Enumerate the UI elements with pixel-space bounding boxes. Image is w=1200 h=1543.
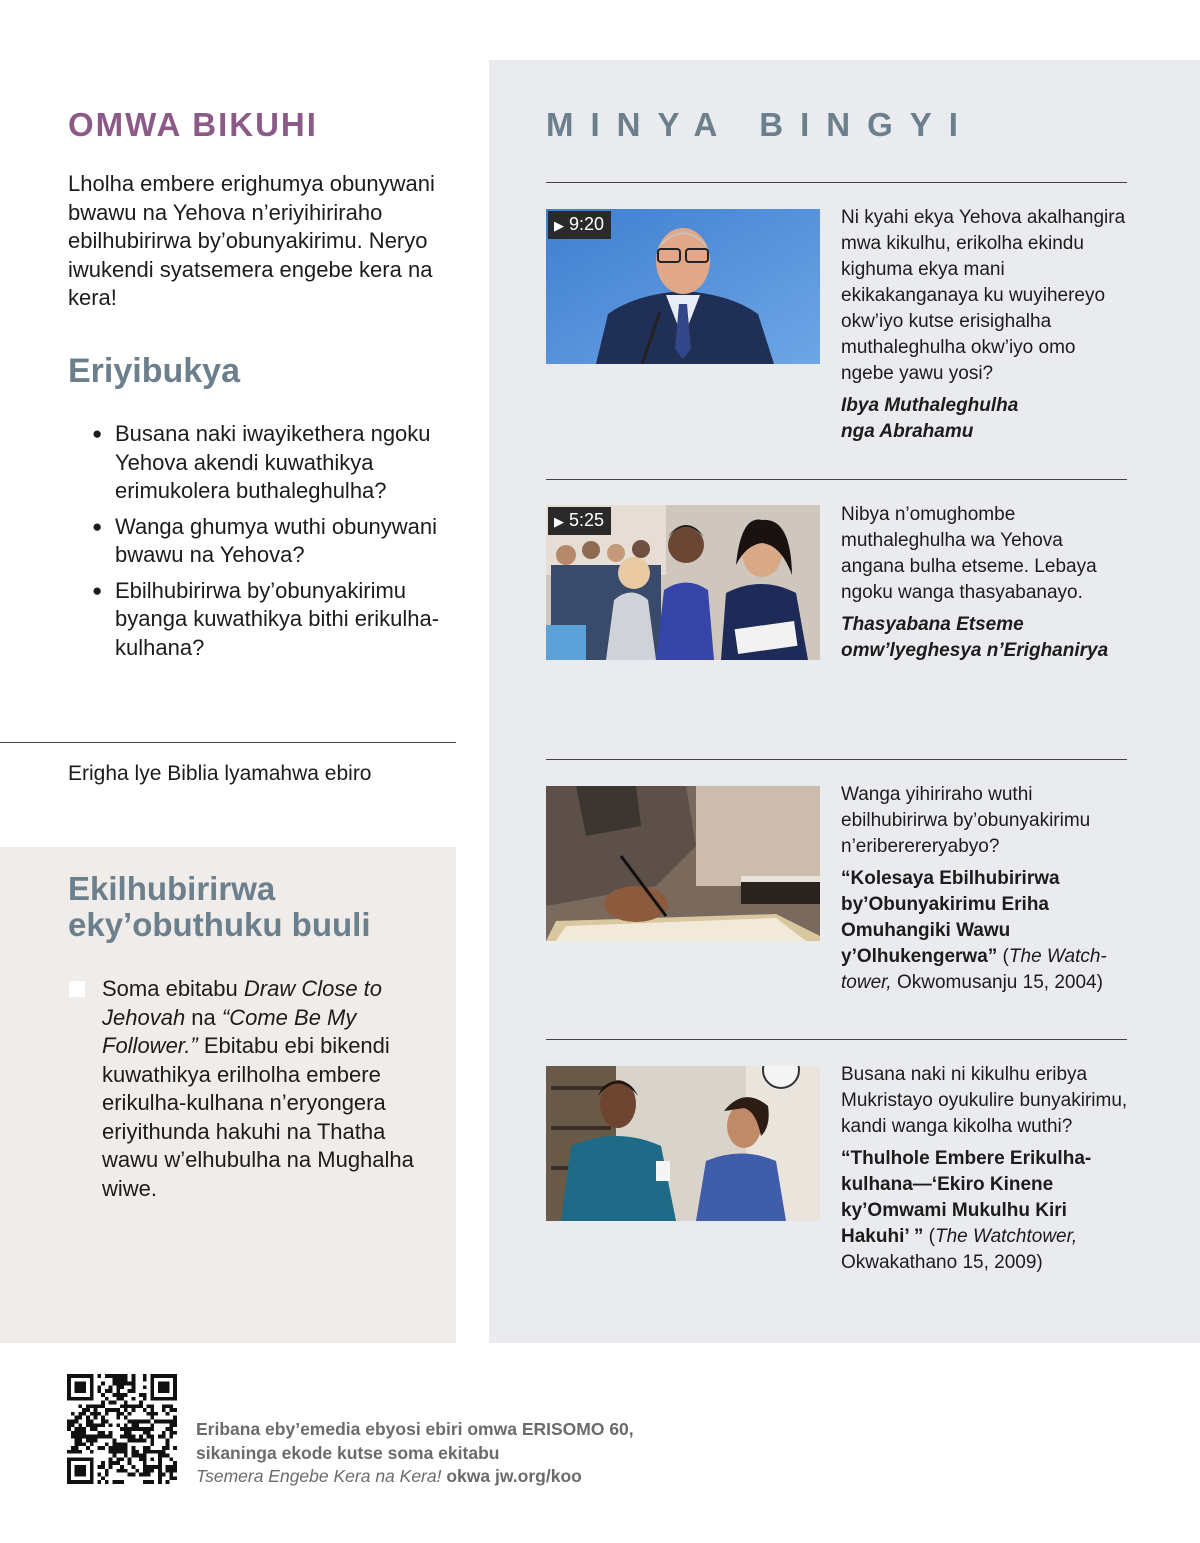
goal-text [102, 975, 442, 1203]
related-question: Nibya n’omughombe muthaleghulha wa Yehova angana bulha etseme. Lebaya ngoku wanga thasyabanayo. [841, 504, 1097, 603]
related-item-3 [841, 782, 1131, 996]
related-item-2 [841, 502, 1131, 664]
article-image-conversation [546, 1066, 820, 1221]
bullet-icon: ● [92, 424, 103, 443]
reading-progress-note: Erigha lye Biblia lyamahwa ebiro [68, 762, 372, 785]
review-item [92, 577, 462, 663]
publication-name: The Watch-tower, [841, 946, 1107, 993]
summary-text: Lholha embere erighumya obunywani bwawu na Yehova n’eriyihiriraho ebilhubirirwa by’obunyakirimu. Neryo iwukendi syatsemera engebe kera na kera! [68, 171, 435, 310]
article-source: ( [997, 946, 1009, 967]
book-title: Tsemera Engebe Kera na Kera! [196, 1466, 442, 1486]
footer-note [196, 1418, 656, 1489]
divider [546, 479, 1127, 480]
review-item-text: Wanga ghumya wuthi obunywani bwawu na Yehova? [115, 513, 438, 567]
issue-date: Okwomusanju 15, 2004) [891, 972, 1103, 993]
play-icon: ▶ [554, 514, 564, 529]
qr-code[interactable] [67, 1374, 177, 1484]
goal-text-part: Soma ebitabu [102, 976, 244, 1001]
book-title: “Come Be My Follower.” [102, 1004, 357, 1058]
video-title-line: Thasyabana Etseme [841, 614, 1024, 635]
video-title-line: nga Abrahamu [841, 421, 974, 442]
video-thumbnail-congregation[interactable] [546, 505, 820, 660]
article-link[interactable] [841, 1146, 1131, 1276]
review-item [92, 420, 462, 506]
review-title: Eriyibukya [68, 352, 240, 390]
review-item [92, 513, 462, 570]
article-image-writing [546, 786, 820, 941]
divider [546, 182, 1127, 183]
related-question: Ni kyahi ekya Yehova akalhangira mwa kikulhu, erikolha ekindu kighuma ekya mani ekikakanganaya ku wuyihereyo okw’iyo kutse erisighalha muthaleghulha okw’iyo omo ngebe yawu yosi? [841, 207, 1126, 384]
goal-text-part: Ebitabu ebi bikendi kuwathikya erilholha embere erikulha-kulhana n’eryongera eriyithunda hakuhi na Thatha wawu w’elhubulha na Mughalha wiwe. [102, 1033, 414, 1201]
goal-text-part: na [185, 1004, 222, 1030]
duration-text: 5:25 [569, 510, 605, 530]
review-list [92, 420, 462, 669]
summary-title: OMWA BIKUHI [68, 106, 318, 143]
more-title: MINYA BINGYI [546, 106, 975, 143]
checkbox-icon[interactable] [69, 981, 85, 997]
footer-line: sikaninga ekode kutse soma ekitabu [196, 1442, 500, 1463]
divider [0, 742, 456, 743]
publication-name: The Watchtower, [934, 1226, 1078, 1247]
bullet-icon: ● [92, 580, 103, 600]
article-source: ( [923, 1226, 935, 1247]
divider [546, 759, 1127, 760]
related-question: Busana naki ni kikulhu eribya Mukristayo oyukulire bunyakirimu, kandi wanga kikolha wuthi? [841, 1064, 1128, 1137]
divider [546, 1039, 1127, 1040]
related-item-1 [841, 205, 1131, 445]
video-title-line: Ibya Muthaleghulha [841, 395, 1019, 416]
video-title-line: omw’lyeghesya n’Erighanirya [841, 640, 1109, 661]
video-link[interactable] [841, 612, 1131, 664]
footer-line: Eribana eby’emedia ebyosi ebiri omwa ERISOMO 60, [196, 1419, 634, 1439]
video-link[interactable] [841, 393, 1131, 445]
article-title: “Kolesaya Ebilhubirirwa by’Obunyakirimu Eriha Omuhangiki Wawu y’Olhukengerwa” [841, 868, 1060, 967]
duration-text: 9:20 [569, 214, 605, 234]
related-item-4 [841, 1062, 1131, 1276]
video-duration [548, 211, 611, 239]
issue-date: Okwakathano 15, 2009) [841, 1252, 1043, 1273]
book-title: Draw Close to Jehovah [102, 976, 383, 1030]
article-title: “Thulhole Embere Erikulha-kulhana—‘Ekiro Kinene ky’Omwami Mukulhu Kiri Hakuhi’ ” [841, 1148, 1092, 1247]
video-duration [548, 507, 611, 535]
goal-title: Ekilhubirirwa eky’obuthuku buuli [68, 870, 371, 943]
footer-line: okwa jw.org/koo [441, 1466, 582, 1486]
article-link[interactable] [841, 866, 1131, 996]
video-thumbnail-speaker[interactable] [546, 209, 820, 364]
play-icon: ▶ [554, 218, 564, 233]
bullet-icon: ● [92, 516, 103, 536]
review-item-text: Busana naki iwayikethera ngoku Yehova akendi kuwathikya erimukolera buthaleghulha? [115, 421, 431, 503]
related-question: Wanga yihiriraho wuthi ebilhubirirwa by’obunyakirimu n’eriberereryabyo? [841, 784, 1091, 857]
review-item-text: Ebilhubirirwa by’obunyakirimu byanga kuwathikya bithi erikulha-kulhana? [115, 577, 440, 660]
